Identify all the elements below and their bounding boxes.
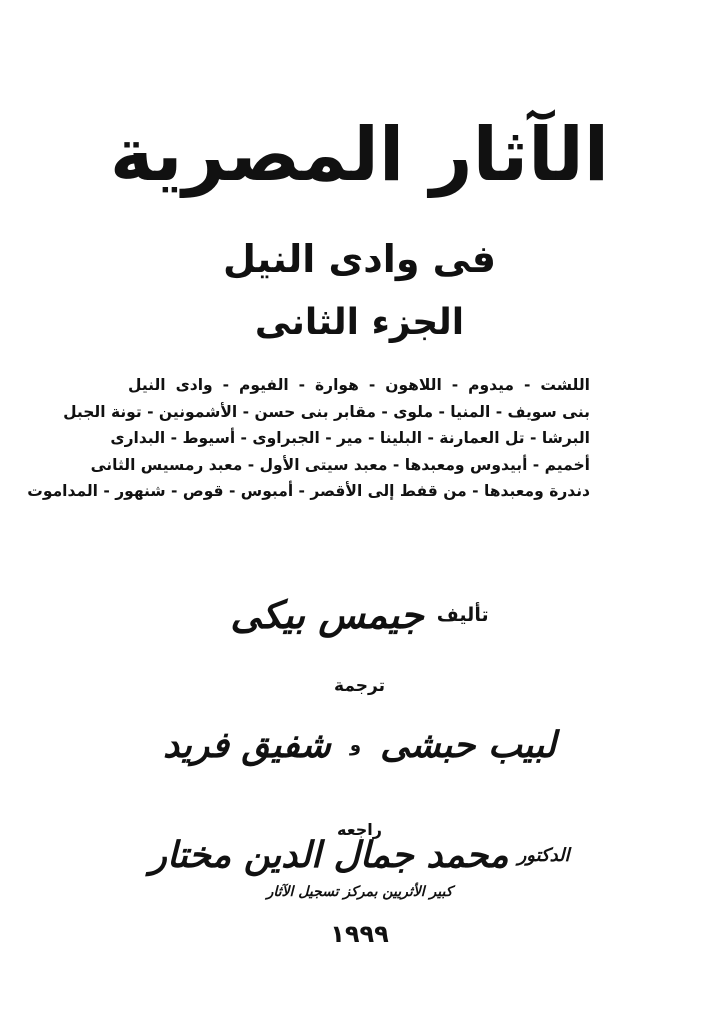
translator-name: لبيب حبشى: [380, 725, 556, 766]
places-line: بنى سويف - المنيا - ملوى - مقابر بنى حسن - الأشمونين - تونة الجبل: [63, 402, 590, 421]
reviewer-name: محمد جمال الدين مختار: [149, 835, 509, 876]
reviewer-role: كبير الأثريين بمركز تسجيل الآثار: [266, 884, 453, 900]
conjunction: و: [349, 735, 362, 756]
places-line: دندرة ومعبدها - من قفط إلى الأقصر - أمبوس - قوص - شنهور - المداموت: [27, 482, 590, 500]
places-line: اللشت - ميدوم - اللاهون - هوارة - الفيوم - وادى النيل: [128, 376, 590, 394]
places-line: البرشا - تل العمارنة - البلينا - مير - الجبراوى - أسيوط - البدارى: [110, 429, 590, 447]
author-name: جيمس بيكى: [230, 593, 424, 637]
author-label: تأليف: [436, 603, 489, 626]
reviewer-title: الدكتور: [517, 845, 570, 866]
translation-label: ترجمة: [334, 676, 385, 696]
book-subtitle: فى وادى النيل: [223, 237, 496, 281]
translators-row: [0, 725, 719, 766]
translator-name: شفيق فريد: [162, 725, 331, 766]
author-row: [0, 593, 719, 637]
places-line: أخميم - أبيدوس ومعبدها - معبد سيتى الأول - معبد رمسيس الثانى: [90, 455, 590, 474]
reviewer-row: [0, 835, 719, 876]
review-label: راجعه: [337, 820, 382, 839]
publication-year: ١٩٩٩: [330, 920, 389, 948]
book-title: الآثار المصرية: [109, 112, 610, 198]
volume-label: الجزء الثانى: [254, 302, 465, 343]
places-list: [27, 372, 590, 505]
